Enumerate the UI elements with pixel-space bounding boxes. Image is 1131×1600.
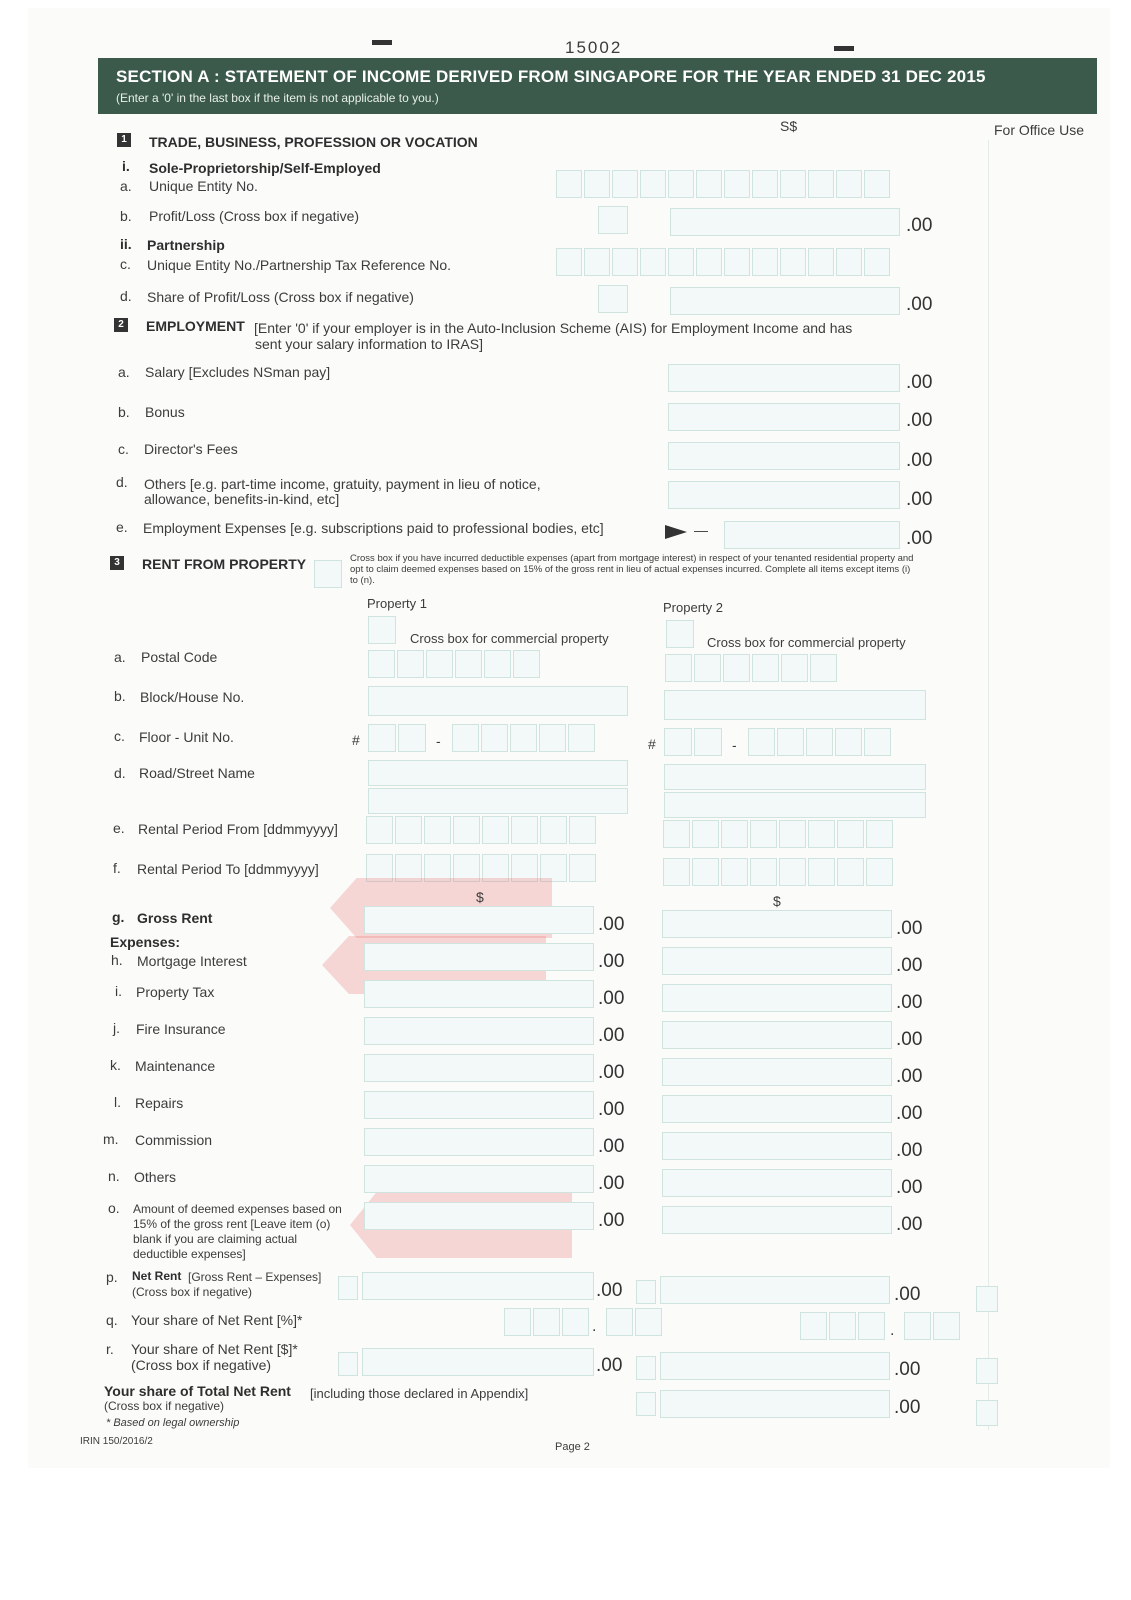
letter-2e: e. (116, 519, 128, 535)
field-profit-loss[interactable] (670, 208, 900, 236)
negative-checkbox-1b[interactable] (598, 206, 628, 234)
suffix-3g-p2: .00 (896, 918, 923, 939)
negative-checkbox-3p-p1[interactable] (338, 1276, 358, 1300)
field-share-dollar-p2[interactable] (660, 1352, 890, 1380)
suffix-total: .00 (894, 1397, 921, 1418)
suffix-3i-p1: .00 (598, 988, 625, 1009)
negative-checkbox-3p-p2[interactable] (636, 1280, 656, 1304)
office-use-box-total[interactable] (976, 1400, 998, 1426)
suffix-3h-p2: .00 (896, 955, 923, 976)
field-total-net-rent[interactable] (660, 1390, 890, 1418)
letter-3i: i. (115, 983, 122, 999)
currency-header: S$ (780, 118, 798, 134)
label-rental-to: Rental Period To [ddmmyyyy] (137, 861, 319, 877)
label-others-employment-line2: allowance, benefits-in-kind, etc] (144, 491, 340, 507)
letter-1b: b. (120, 208, 132, 224)
label-partnership: Partnership (147, 237, 225, 253)
letter-3e: e. (113, 820, 125, 836)
field-partnership-ref[interactable] (556, 248, 892, 276)
letter-3g: g. (112, 909, 125, 925)
suffix-3h-p1: .00 (598, 951, 625, 972)
suffix-3m-p1: .00 (598, 1136, 625, 1157)
letter-3j: j. (113, 1020, 120, 1036)
label-share-dollar-negative: (Cross box if negative) (131, 1357, 272, 1373)
section-3-title: RENT FROM PROPERTY (142, 556, 307, 572)
label-gross-rent: Gross Rent (137, 910, 213, 926)
negative-checkbox-3r-p2[interactable] (636, 1356, 656, 1380)
field-gross-rent-p1[interactable] (364, 906, 594, 934)
field-others-expenses-p2[interactable] (662, 1169, 892, 1197)
deemed-expenses-checkbox[interactable] (314, 560, 342, 588)
letter-3r: r. (106, 1341, 114, 1357)
label-net-rent-bold: Net Rent (132, 1269, 182, 1283)
hash-p1: # (352, 732, 360, 748)
field-rental-from-p2[interactable] (663, 820, 895, 848)
suffix-3r-p2: .00 (894, 1359, 921, 1380)
section-1-number: 1 (117, 133, 131, 147)
field-property-tax-p1[interactable] (364, 980, 594, 1008)
section-2-title: EMPLOYMENT (146, 318, 245, 334)
field-maintenance-p2[interactable] (662, 1058, 892, 1086)
suffix-1d: .00 (906, 294, 933, 315)
section-a-banner (98, 58, 1097, 114)
letter-3l: l. (114, 1094, 121, 1110)
dollar-header-p2: $ (773, 893, 781, 909)
field-property-tax-p2[interactable] (662, 984, 892, 1012)
field-postal-code-p2[interactable] (665, 654, 839, 682)
suffix-2a: .00 (906, 372, 933, 393)
field-commission-p2[interactable] (662, 1132, 892, 1160)
field-rental-to-p2[interactable] (663, 858, 895, 886)
field-repairs-p1[interactable] (364, 1091, 594, 1119)
field-commission-p1[interactable] (364, 1128, 594, 1156)
suffix-2e: .00 (906, 528, 933, 549)
letter-2a: a. (118, 364, 130, 380)
label-rental-from: Rental Period From [ddmmyyyy] (138, 821, 338, 837)
commercial-checkbox-p1[interactable] (368, 616, 396, 644)
field-road-street-p1-line1[interactable] (368, 760, 628, 786)
label-unique-entity-no: Unique Entity No. (149, 178, 258, 194)
field-postal-code-p1[interactable] (368, 650, 542, 678)
field-share-percent-p2[interactable] (800, 1312, 887, 1340)
letter-3h: h. (111, 952, 123, 968)
registration-mark-left (372, 40, 392, 45)
dash-p1: - (436, 733, 441, 749)
label-deemed-expenses: Amount of deemed expenses based on 15% of the gross rent [Leave item (o) blank if you are claiming actual deductible expenses] (133, 1202, 342, 1261)
label-commission: Commission (135, 1132, 213, 1148)
suffix-3j-p2: .00 (896, 1029, 923, 1050)
field-deemed-expenses-p2[interactable] (662, 1206, 892, 1234)
letter-1c: c. (120, 256, 131, 272)
field-road-street-p2-line2[interactable] (664, 792, 926, 818)
hash-p2: # (648, 736, 656, 752)
letter-2b: b. (118, 404, 130, 420)
label-others-expenses: Others (134, 1169, 177, 1185)
label-postal-code: Postal Code (141, 649, 218, 665)
label-total-net-rent: [including those declared in Appendix] (310, 1386, 529, 1401)
field-others-employment[interactable] (668, 481, 900, 509)
suffix-3p-p2: .00 (894, 1284, 921, 1305)
field-mortgage-interest-p2[interactable] (662, 947, 892, 975)
suffix-3g-p1: .00 (598, 914, 625, 935)
letter-2d: d. (116, 474, 128, 490)
letter-3k: k. (110, 1057, 121, 1073)
field-bonus[interactable] (668, 403, 900, 431)
suffix-3p-p1: .00 (596, 1280, 623, 1301)
letter-2c: c. (118, 441, 129, 457)
suffix-3o-p1: .00 (598, 1210, 625, 1231)
office-use-box-r[interactable] (976, 1358, 998, 1384)
field-floor-p2[interactable] (664, 728, 724, 756)
field-unit-p2[interactable] (748, 728, 893, 756)
label-net-rent: [Gross Rent – Expenses] (188, 1270, 322, 1284)
office-use-divider (988, 140, 989, 1430)
letter-3m: m. (103, 1131, 119, 1147)
suffix-3n-p2: .00 (896, 1177, 923, 1198)
label-mortgage-interest: Mortgage Interest (137, 953, 247, 969)
decimal-point-q-p1: . (592, 1318, 597, 1335)
field-block-house-p2[interactable] (664, 690, 926, 720)
commercial-checkbox-p2[interactable] (666, 620, 694, 648)
suffix-2d: .00 (906, 489, 933, 510)
suffix-3i-p2: .00 (896, 992, 923, 1013)
letter-3q: q. (106, 1312, 118, 1328)
property-2-header: Property 2 (663, 600, 723, 615)
label-commercial-p1: Cross box for commercial property (410, 631, 609, 646)
label-commercial-p2: Cross box for commercial property (707, 635, 906, 650)
letter-3c: c. (114, 728, 125, 744)
arrow-right-icon (665, 525, 687, 539)
suffix-1b: .00 (906, 215, 933, 236)
label-expenses: Expenses: (110, 934, 181, 950)
label-partnership-ref: Unique Entity No./Partnership Tax Reference No. (147, 257, 452, 273)
form-number: 15002 (565, 38, 623, 57)
suffix-3j-p1: .00 (598, 1025, 625, 1046)
letter-3o: o. (108, 1200, 120, 1216)
label-share-dollar: Your share of Net Rent [$]* (131, 1341, 298, 1357)
field-mortgage-interest-p1[interactable] (364, 943, 594, 971)
field-employment-expenses[interactable] (724, 521, 900, 549)
section-2-number: 2 (114, 318, 128, 332)
label-net-rent-negative: (Cross box if negative) (132, 1285, 253, 1299)
field-net-rent-p2[interactable] (660, 1276, 890, 1304)
office-use-box-p[interactable] (976, 1286, 998, 1312)
letter-3n: n. (108, 1168, 120, 1184)
label-total-net-rent-negative: (Cross box if negative) (104, 1399, 225, 1413)
suffix-3n-p1: .00 (598, 1173, 625, 1194)
field-net-rent-p1[interactable] (362, 1272, 594, 1300)
letter-3d: d. (114, 765, 126, 781)
property-1-header: Property 1 (367, 596, 427, 611)
field-unit-p1[interactable] (452, 724, 597, 752)
page-number: Page 2 (555, 1441, 590, 1453)
letter-3p: p. (106, 1269, 118, 1285)
label-total-net-rent-bold: Your share of Total Net Rent (104, 1383, 291, 1399)
deemed-expenses-note: Cross box if you have incurred deductible expenses (apart from mortgage interest) in respect of your tenanted residential property and opt to claim deemed expenses based on 15% of the gross rent in lieu of actual expenses incurred. Complete all items except items (i) to (n). (350, 553, 914, 586)
suffix-2b: .00 (906, 410, 933, 431)
decimal-point-q-p2: . (890, 1322, 895, 1339)
field-rental-from-p1[interactable] (366, 816, 598, 844)
field-block-house-p1[interactable] (368, 686, 628, 716)
suffix-3o-p2: .00 (896, 1214, 923, 1235)
label-bonus: Bonus (145, 404, 185, 420)
form-code: IRIN 150/2016/2 (80, 1436, 153, 1447)
letter-3f: f. (113, 860, 121, 876)
label-sole-proprietorship: Sole-Proprietorship/Self-Employed (149, 160, 381, 176)
label-i-num: i. (122, 158, 130, 174)
field-directors-fees[interactable] (668, 442, 900, 470)
section-2-note-line2: sent your salary information to IRAS] (255, 336, 483, 352)
suffix-3l-p1: .00 (598, 1099, 625, 1120)
section-3-number: 3 (110, 556, 124, 570)
field-others-expenses-p1[interactable] (364, 1165, 594, 1193)
field-floor-p1[interactable] (368, 724, 428, 752)
section-1-title: TRADE, BUSINESS, PROFESSION OR VOCATION (149, 134, 478, 150)
section-2-note: [Enter '0' if your employer is in the Auto-Inclusion Scheme (AIS) for Employment Income and has (254, 320, 853, 336)
dollar-header-p1: $ (476, 889, 484, 905)
negative-checkbox-total[interactable] (636, 1392, 656, 1416)
label-salary: Salary [Excludes NSman pay] (145, 364, 331, 380)
field-rental-to-p1[interactable] (366, 854, 598, 882)
label-profit-loss: Profit/Loss (Cross box if negative) (149, 208, 360, 224)
field-repairs-p2[interactable] (662, 1095, 892, 1123)
field-fire-insurance-p1[interactable] (364, 1017, 594, 1045)
suffix-3r-p1: .00 (596, 1355, 623, 1376)
label-directors-fees: Director's Fees (144, 441, 238, 457)
label-road-street: Road/Street Name (139, 765, 255, 781)
section-a-subtitle: (Enter a '0' in the last box if the item is not applicable to you.) (116, 91, 439, 105)
suffix-3l-p2: .00 (896, 1103, 923, 1124)
letter-1d: d. (120, 288, 132, 304)
label-floor-unit: Floor - Unit No. (139, 729, 234, 745)
negative-checkbox-3r-p1[interactable] (338, 1352, 358, 1376)
label-maintenance: Maintenance (135, 1058, 216, 1074)
minus-sign-2e: — (694, 522, 708, 538)
field-share-percent-decimal-p1[interactable] (606, 1308, 664, 1336)
label-block-house: Block/House No. (140, 689, 245, 705)
label-property-tax: Property Tax (136, 984, 215, 1000)
suffix-3k-p2: .00 (896, 1066, 923, 1087)
field-fire-insurance-p2[interactable] (662, 1021, 892, 1049)
field-share-percent-decimal-p2[interactable] (904, 1312, 962, 1340)
label-share-profit-loss: Share of Profit/Loss (Cross box if negative) (147, 289, 414, 305)
field-road-street-p2-line1[interactable] (664, 764, 926, 790)
label-repairs: Repairs (135, 1095, 184, 1111)
field-maintenance-p1[interactable] (364, 1054, 594, 1082)
label-ii-num: ii. (120, 236, 132, 252)
letter-3a: a. (114, 649, 126, 665)
field-share-percent-p1[interactable] (504, 1308, 591, 1336)
suffix-3k-p1: .00 (598, 1062, 625, 1083)
field-share-profit-loss[interactable] (670, 287, 900, 315)
letter-3b: b. (114, 688, 126, 704)
field-share-dollar-p1[interactable] (362, 1348, 594, 1376)
label-fire-insurance: Fire Insurance (136, 1021, 226, 1037)
field-salary[interactable] (668, 364, 900, 392)
letter-1a: a. (120, 178, 132, 194)
registration-mark-right (834, 46, 854, 51)
negative-checkbox-1d[interactable] (598, 285, 628, 313)
section-a-title: SECTION A : STATEMENT OF INCOME DERIVED FROM SINGAPORE FOR THE YEAR ENDED 31 DEC 2015 (116, 67, 986, 86)
suffix-2c: .00 (906, 450, 933, 471)
label-others-employment: Others [e.g. part-time income, gratuity, payment in lieu of notice, (144, 476, 541, 492)
label-share-percent: Your share of Net Rent [%]* (131, 1312, 303, 1328)
field-unique-entity-no[interactable] (556, 170, 892, 198)
field-road-street-p1-line2[interactable] (368, 788, 628, 814)
footnote-legal-ownership: * Based on legal ownership (106, 1417, 240, 1429)
label-employment-expenses: Employment Expenses [e.g. subscriptions paid to professional bodies, etc] (143, 520, 604, 536)
suffix-3m-p2: .00 (896, 1140, 923, 1161)
field-deemed-expenses-p1[interactable] (364, 1202, 594, 1230)
field-gross-rent-p2[interactable] (662, 910, 892, 938)
office-use-header: For Office Use (994, 122, 1084, 138)
dash-p2: - (732, 737, 737, 753)
